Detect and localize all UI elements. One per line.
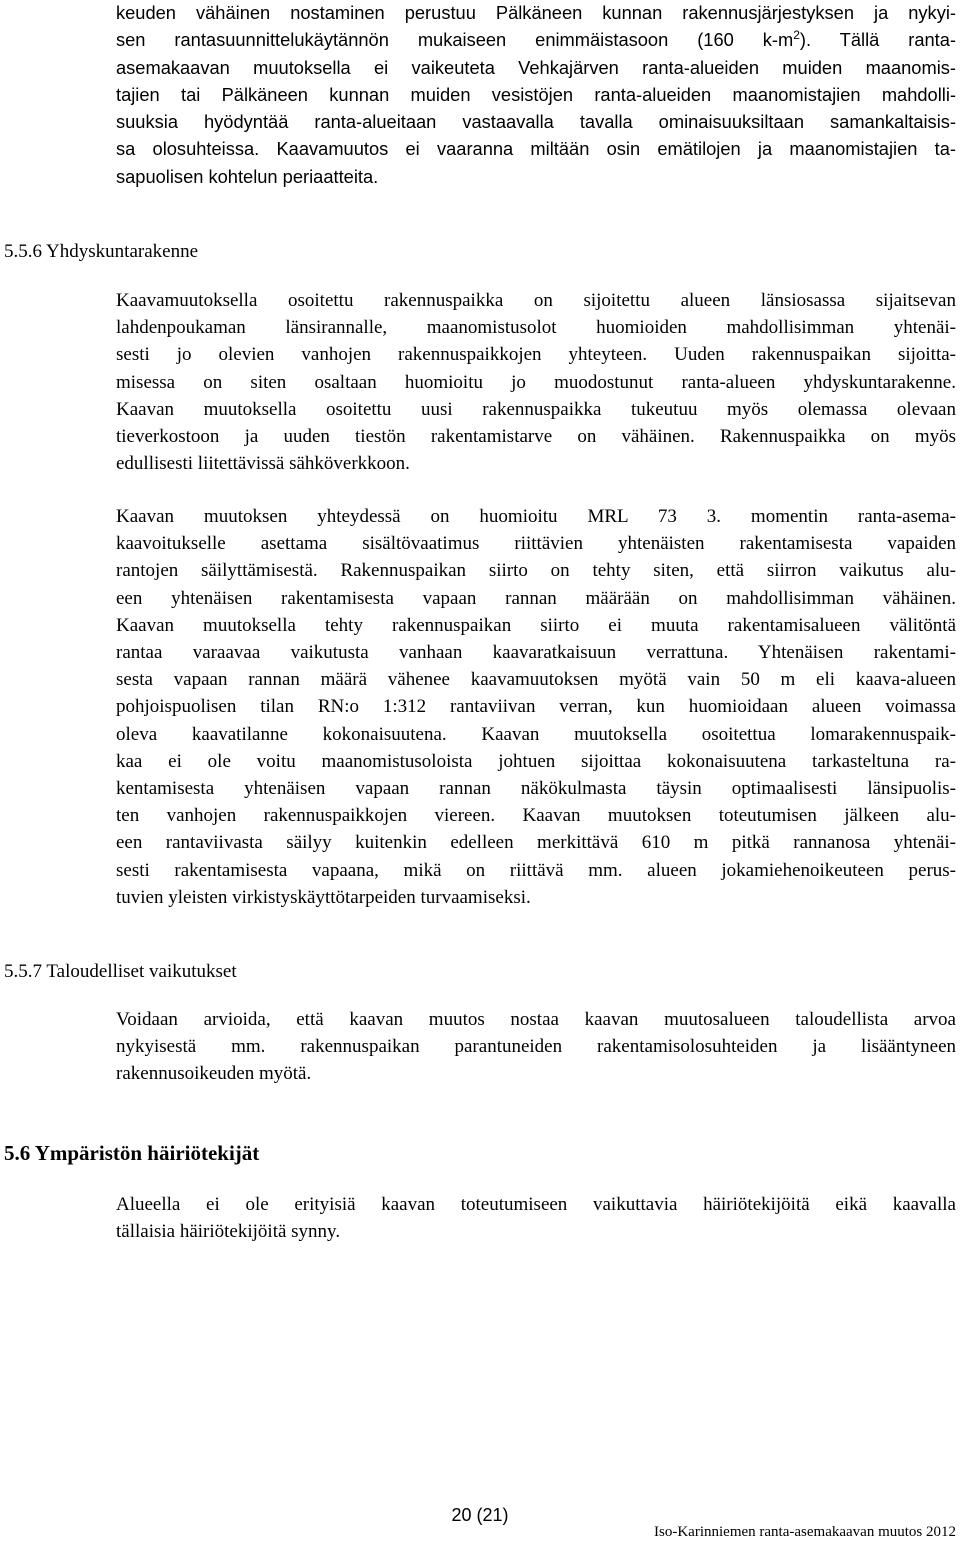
- text-line: asemakaavan muutoksella ei vaikeuteta Vehkajärven ranta-alueiden muiden maanomis-: [116, 56, 956, 78]
- text-line: Voidaan arvioida, että kaavan muutos nostaa kaavan muutosalueen taloudellista arvoa: [116, 1009, 956, 1030]
- text-line: Kaavamuutoksella osoitettu rakennuspaikka on sijoitettu alueen länsiosassa sijaitsevan: [116, 290, 956, 311]
- text-line: Alueella ei ole erityisiä kaavan toteutumiseen vaikuttavia häiriötekijöitä eikä kaavalla: [116, 1194, 956, 1215]
- text-line: Kaavan muutoksella osoitettu uusi rakennuspaikka tukeutuu myös olemassa olevaan: [116, 398, 956, 420]
- paragraph-ympariston-hairiotekijat: [116, 1191, 956, 1245]
- heading-ympariston-hairiotekijat: 5.6 Ympäristön häiriötekijät: [4, 1141, 260, 1165]
- text-line: misessa on siten osaltaan huomioitu jo muodostunut ranta-alueen yhdyskuntarakenne.: [116, 371, 956, 393]
- text-line: rantaa varaavaa vaikutusta vanhaan kaavaratkaisuun verrattuna. Yhtenäisen rakentami-: [116, 642, 956, 664]
- text-line: sesti jo olevien vanhojen rakennuspaikkojen yhteyteen. Uuden rakennuspaikan sijoitta-: [116, 344, 956, 366]
- text-line: kaavoitukselle asettama sisältövaatimus riittävien yhtenäisten rakentamisesta vapaiden: [116, 533, 956, 555]
- text-line: tajien tai Pälkäneen kunnan muiden vesistöjen ranta-alueiden maanomistajien mahdolli-: [116, 83, 956, 105]
- text-line: een yhtenäisen rakentamisesta vapaan rannan määrään on mahdollisimman vähäinen.: [116, 587, 956, 609]
- text-line: edullisesti liitettävissä sähköverkkoon.: [116, 453, 410, 475]
- text-line: sesta vapaan rannan määrä vähenee kaavamuutoksen myötä vain 50 m eli kaava-alueen: [116, 669, 956, 691]
- text-line: tieverkostoon ja uuden tiestön rakentamistarve on vähäinen. Rakennuspaikka on myös: [116, 426, 956, 448]
- text-line: sesti rakentamisesta vapaana, mikä on riittävä mm. alueen jokamiehenoikeuteen perus-: [116, 859, 956, 881]
- text-line: kentamisesta yhtenäisen vapaan rannan näkökulmasta täysin optimaalisesti länsipuolis-: [116, 778, 956, 800]
- text-line: pohjoispuolisen tilan RN:o 1:312 rantaviivan verran, kun huomioidaan alueen voimassa: [116, 696, 956, 718]
- text-line: suuksia hyödyntää ranta-alueitaan vastaavalla tavalla ominaisuuksiltaan samankaltaisis-: [116, 111, 956, 133]
- text-segment: ). Tällä ranta-: [799, 29, 956, 51]
- text-line: sa olosuhteissa. Kaavamuutos ei vaaranna miltään osin emätilojen ja maanomistajien ta-: [116, 138, 956, 160]
- superscript: 2: [793, 28, 800, 43]
- text-line-with-superscript: [116, 26, 956, 53]
- document-title: Iso-Karinniemen ranta-asemakaavan muutos 2012: [654, 1524, 956, 1540]
- text-line: sapuolisen kohtelun periaatteita.: [116, 165, 379, 187]
- text-line: nykyisestä mm. rakennuspaikan parantuneiden rakentamisolosuhteiden ja lisääntyneen: [116, 1036, 956, 1058]
- text-line: Kaavan muutoksen yhteydessä on huomioitu MRL 73 3. momentin ranta-asema-: [116, 506, 956, 527]
- text-line: keuden vähäinen nostaminen perustuu Pälkäneen kunnan rakennusjärjestyksen ja nykyi-: [116, 2, 956, 23]
- text-line: lahdenpoukaman länsirannalle, maanomistusolot huomioiden mahdollisimman yhtenäi-: [116, 317, 956, 339]
- text-line: rantojen säilyttämisestä. Rakennuspaikan siirto on tehty siten, että siirron vaikutus alu-: [116, 560, 956, 582]
- paragraph-yhdyskuntarakenne-1: [116, 287, 956, 477]
- text-line: oleva kaavatilanne kokonaisuutena. Kaavan muutoksella osoitettua lomarakennuspaik-: [116, 723, 956, 745]
- heading-yhdyskuntarakenne: 5.5.6 Yhdyskuntarakenne: [4, 241, 198, 262]
- text-line: kaa ei ole voitu maanomistusoloista johtuen sijoittaa kokonaisuutena tarkasteltuna ra-: [116, 750, 956, 772]
- text-segment: sen rantasuunnittelukäytännön mukaiseen enimmäistasoon (160 k-m: [116, 29, 794, 51]
- heading-taloudelliset-vaikutukset: 5.5.7 Taloudelliset vaikutukset: [4, 961, 237, 982]
- page-number: 20 (21): [451, 1505, 509, 1525]
- text-line: rakennusoikeuden myötä.: [116, 1063, 312, 1085]
- text-line: een rantaviivasta säilyy kuitenkin edelleen merkittävä 610 m pitkä rannanosa yhtenäi-: [116, 832, 956, 854]
- intro-paragraph: [116, 0, 956, 190]
- paragraph-taloudelliset-vaikutukset: [116, 1006, 956, 1088]
- text-line: tuvien yleisten virkistyskäyttötarpeiden turvaamiseksi.: [116, 886, 531, 908]
- text-line: tällaisia häiriötekijöitä synny.: [116, 1221, 341, 1243]
- text-line: ten vanhojen rakennuspaikkojen viereen. Kaavan muutoksen toteutumisen jälkeen alu-: [116, 805, 956, 827]
- paragraph-yhdyskuntarakenne-2: [116, 503, 956, 911]
- text-line: Kaavan muutoksella tehty rakennuspaikan siirto ei muuta rakentamisalueen välitöntä: [116, 614, 956, 636]
